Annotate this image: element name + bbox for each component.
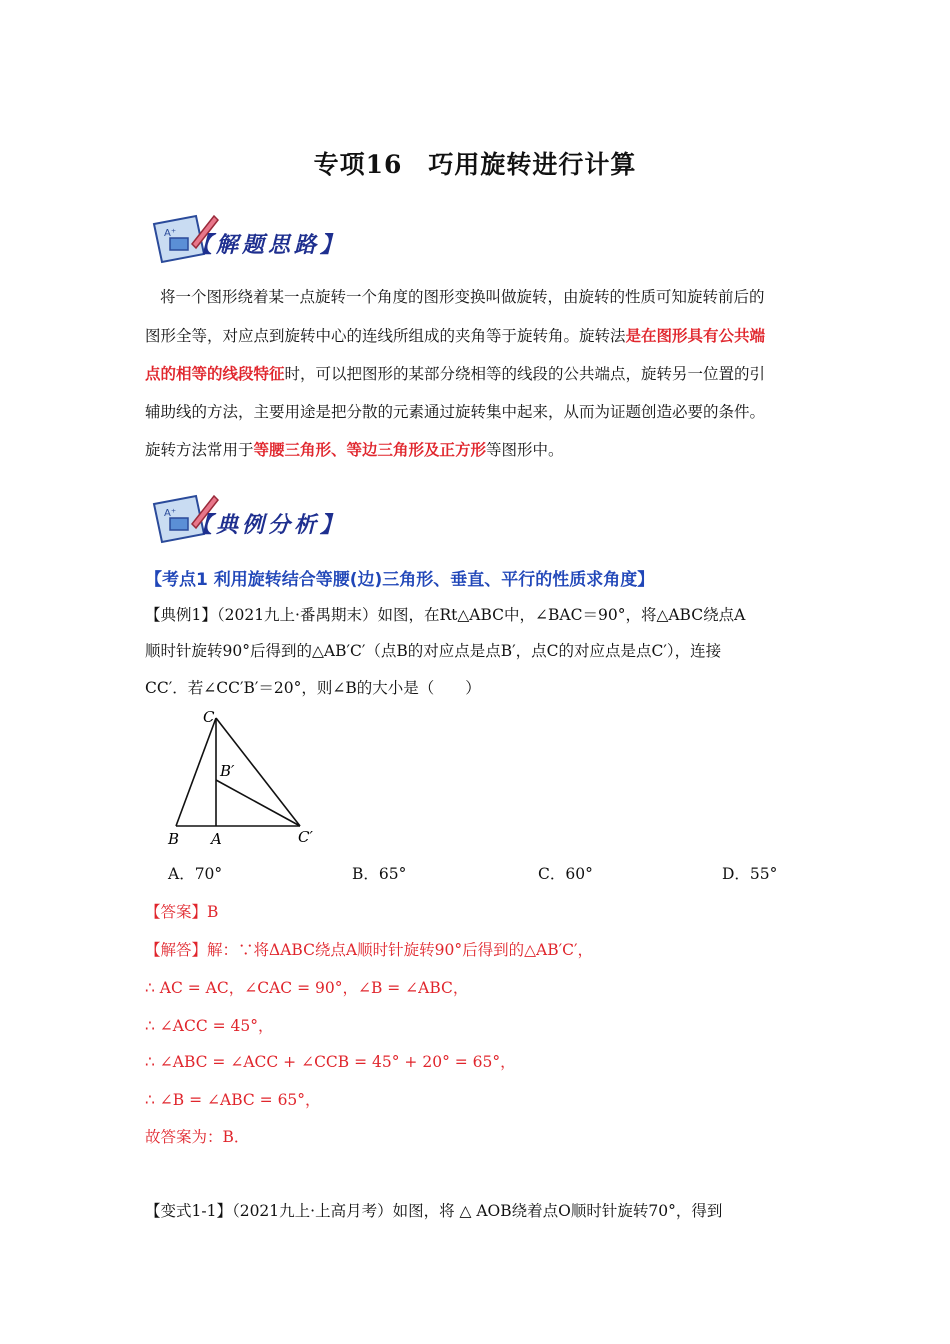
text-run: 将一个图形绕着某一点旋转一个角度的图形变换叫做旋转，由旋转的性质可知旋转前后的 xyxy=(160,288,765,306)
highlighted-text: 等腰三角形、等边三角形及正方形 xyxy=(253,440,487,459)
svg-text:A⁺: A⁺ xyxy=(164,508,177,519)
choice-c: C．60° xyxy=(538,865,593,883)
label-a: A xyxy=(211,830,222,848)
section-label: 【解题思路】 xyxy=(190,233,347,258)
variant-line: 【变式1-1】（2021九上·上高月考）如图，将 △ AOB绕着点O顺时针旋转70°，得到 xyxy=(145,1202,723,1220)
solution-line: 【解答】解：∵将ΔABC绕点A顺时针旋转90°后得到的△AB′C′， xyxy=(145,941,593,959)
label-b-prime: B′ xyxy=(220,762,235,780)
svg-text:A⁺: A⁺ xyxy=(164,228,177,239)
paragraph-line xyxy=(145,394,815,432)
highlighted-text: 点的相等的线段特征 xyxy=(145,364,285,383)
choice-d: D．55° xyxy=(722,865,778,883)
solution-line: ∴ ∠B = ∠ABC = 65°， xyxy=(145,1091,321,1109)
text-run: 时，可以把图形的某部分绕相等的线段的公共端点，旋转另一位置的引 xyxy=(284,365,766,383)
choice-b: B．65° xyxy=(352,865,407,883)
highlighted-text: 是在图形具有公共端 xyxy=(625,325,766,345)
text-run: 等图形中。 xyxy=(486,441,564,459)
text-run: 图形全等，对应点到旋转中心的连线所组成的夹角等于旋转角。旋转法 xyxy=(145,326,626,345)
label-c: C xyxy=(203,708,215,726)
solution-line: 故答案为：B． xyxy=(145,1128,250,1146)
section-banner-solving-ideas xyxy=(148,210,398,272)
text-run: 旋转方法常用于 xyxy=(145,441,254,459)
choice-a: A．70° xyxy=(168,865,223,883)
geometry-figure xyxy=(158,708,328,848)
solving-ideas-paragraph xyxy=(145,279,815,470)
label-b: B xyxy=(168,830,180,848)
paragraph-line xyxy=(145,279,815,317)
paragraph-line xyxy=(145,317,815,356)
solution-line: ∴ AC = AC，∠CAC = 90°，∠B = ∠ABC， xyxy=(145,979,469,997)
example-line: 顺时针旋转90°后得到的△AB′C′（点B的对应点是点B′，点C的对应点是点C′），连接 xyxy=(145,642,722,660)
text-run: 辅助线的方法，主要用途是把分散的元素通过旋转集中起来，从而为证题创造必要的条件。 xyxy=(145,402,766,421)
point-heading: 【考点1 利用旋转结合等腰(边)三角形、垂直、平行的性质求角度】 xyxy=(145,570,655,590)
label-c-prime: C′ xyxy=(298,828,313,846)
section-banner-example-analysis xyxy=(148,490,398,552)
answer-line: 【答案】B xyxy=(145,903,219,921)
solution-line: ∴ ∠ACC = 45°， xyxy=(145,1017,274,1035)
example-line: 【典例1】（2021九上·番禺期末）如图，在Rt△ABC中，∠BAC＝90°，将△ABC绕点A xyxy=(145,606,746,624)
paragraph-line xyxy=(145,355,815,394)
example-line: CC′．若∠CC′B′＝20°，则∠B的大小是（ ） xyxy=(145,679,481,697)
section-label: 【典例分析】 xyxy=(190,513,347,538)
segment-cb xyxy=(176,718,216,826)
paragraph-line xyxy=(145,431,815,470)
page-title: 专项16 巧用旋转进行计算 xyxy=(313,150,637,179)
segment-b-prime-c-prime xyxy=(216,780,300,826)
solution-line: ∴ ∠ABC = ∠ACC + ∠CCB = 45° + 20° = 65°， xyxy=(145,1053,516,1071)
